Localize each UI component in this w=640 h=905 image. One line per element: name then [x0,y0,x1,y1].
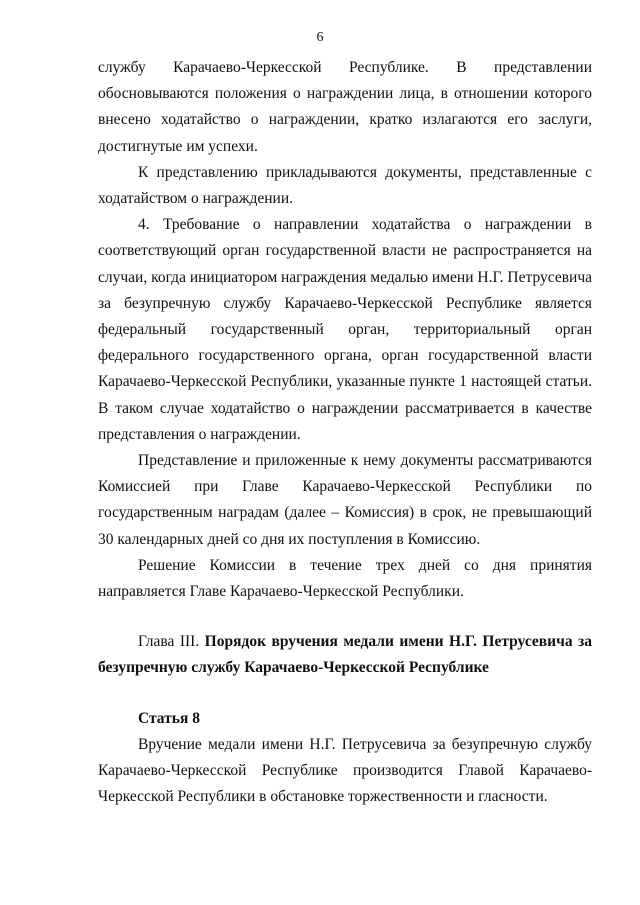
paragraph-2: К представлению прикладываются документы, представленные с ходатайством о награждении. [98,163,592,208]
paragraph-1: службу Карачаево-Черкесской Республике. В представлении обосновываются положения о награждении лица, в отношении которого внесено ходатайство о награждении, кратко излагаются его заслуги, достигнутые им успехи. [98,59,592,155]
document-body [98,55,592,810]
spacer [98,682,592,706]
page-number: 6 [316,30,324,45]
chapter-prefix: Глава III. [138,633,205,651]
paragraph-4: Представление и приложенные к нему документы рассматриваются Комиссией при Главе Карачаево-Черкесской Республики по государственным наградам (далее – Комиссия) в срок, не превышающий 30 календарных дней со дня их поступления в Комиссию. [98,452,592,548]
article-text: Вручение медали имени Н.Г. Петрусевича за безупречную службу Карачаево-Черкесской Республике производится Главой Карачаево-Черкесской Республики в обстановке торжественности и гласности. [98,735,592,806]
paragraph-5: Решение Комиссии в течение трех дней со дня принятия направляется Главе Карачаево-Черкесской Республики. [98,556,592,601]
chapter-title: Порядок вручения медали имени Н.Г. Петрусевича за безупречную службу Карачаево-Черкесской Республике [98,633,593,677]
paragraph-3: 4. Требование о направлении ходатайства о награждении в соответствующий орган государственной власти не распространяется на случаи, когда инициатором награждения медалью имени Н.Г. Петрусевича за безупречную службу Карачаево-Черкесской Республике является федеральный государственный орган, территориальный орган федерального государственного органа, орган государственной власти Карачаево-Черкесской Республики, указанные пункте 1 настоящей статьи. В таком случае ходатайство о награждении рассматривается в качестве представления о награждении. [98,216,592,443]
spacer [98,605,592,629]
article-heading: Статья 8 [138,709,200,727]
chapter-heading [98,629,592,681]
